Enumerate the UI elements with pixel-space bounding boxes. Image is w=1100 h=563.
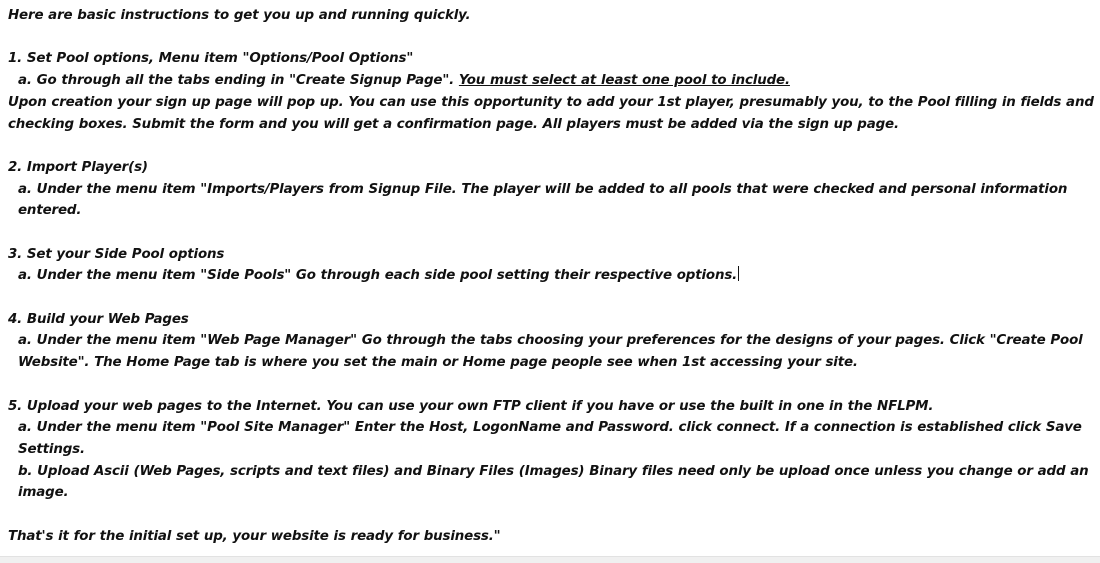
step1-item-a-text: a. Go through all the tabs ending in "Create Signup Page". [18, 73, 459, 89]
instructions-document [8, 5, 1096, 547]
blank-line [8, 222, 1096, 244]
step5-item-b: b. Upload Ascii (Web Pages, scripts and text files) and Binary Files (Images) Binary files need only be upload once unless you change or add an image. [18, 463, 1089, 501]
step2-heading: 2. Import Player(s) [8, 159, 148, 175]
step1-item-a-underlined: You must select at least one pool to include. [458, 73, 790, 89]
step5-item-a: a. Under the menu item "Pool Site Manager" Enter the Host, LogonName and Password. click connect. If a connection is established click Save Settings. [18, 420, 1082, 457]
blank-line [8, 374, 1096, 396]
step3-heading: 3. Set your Side Pool options [8, 246, 225, 262]
text-cursor [738, 266, 739, 281]
step3-item-a [8, 265, 1096, 287]
blank-line [8, 287, 1096, 309]
blank-line [8, 135, 1096, 157]
step2-item-a: a. Under the menu item "Imports/Players from Signup File. The player will be added to all pools that were checked and personal information entered. [18, 181, 1068, 219]
intro-text: Here are basic instructions to get you up and running quickly. [8, 8, 471, 23]
step4-heading: 4. Build your Web Pages [8, 311, 189, 327]
step3-item-a-text: a. Under the menu item "Side Pools" Go through each side pool setting their respective options. [18, 268, 738, 284]
step1-heading: 1. Set Pool options, Menu item "Options/Pool Options" [8, 51, 414, 67]
blank-line [8, 27, 1096, 49]
closing-text: That's it for the initial set up, your website is ready for business." [8, 528, 501, 544]
step1-note: Upon creation your sign up page will pop up. You can use this opportunity to add your 1st player, presumably you, to the Pool filling in fields and checking boxes. Submit the form and you will get a confirmation page. All players must be added via the sign up page. [8, 94, 1094, 132]
bottom-scroll-edge [0, 556, 1100, 563]
step1-item-a [8, 70, 1096, 92]
step4-item-a: a. Under the menu item "Web Page Manager" Go through the tabs choosing your preferences for the designs of your pages. Click "Create Pool Website". The Home Page tab is where you set the main or Home page people see when 1st accessing your site. [18, 333, 1083, 371]
step5-heading: 5. Upload your web pages to the Internet. You can use your own FTP client if you have or use the built in one in the NFLPM. [8, 398, 934, 414]
blank-line [8, 504, 1096, 526]
